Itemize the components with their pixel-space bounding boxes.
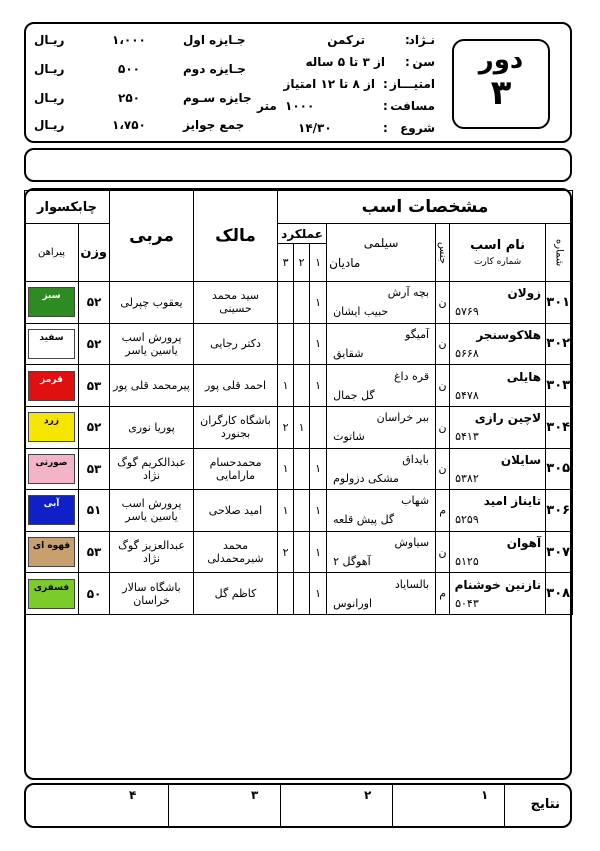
perf1-header: ۱ (310, 244, 327, 282)
dam-name: آهوگل ۲ (333, 555, 371, 569)
trainer-name: پیرمحمد قلی پور (110, 365, 194, 407)
silk-color: سبز (28, 287, 75, 317)
perf2-header: ۲ (294, 244, 310, 282)
owner-name: امید صلاحی (194, 490, 278, 532)
perf-3: ۱ (278, 448, 294, 490)
sire-name: سیاوش (394, 536, 430, 550)
silk-color: زرد (28, 412, 75, 442)
jockey-header: چابکسوار (25, 191, 110, 224)
perf-1: ۱ (310, 531, 327, 573)
prize-amount: ۱،۷۵۰ (112, 118, 146, 132)
sex-header: جنس (436, 224, 450, 282)
table-row (25, 406, 573, 448)
dam-name: گل پیش قلعه (333, 513, 395, 527)
dam-name: حبیب ایشان (333, 305, 389, 319)
horse-sex: ن (436, 365, 450, 407)
sire-name: بایداق (402, 452, 430, 466)
prize-unit: ریـال (34, 91, 65, 105)
horse-sex: ن (436, 406, 450, 448)
perf-3 (278, 323, 294, 365)
silk-color: قرمز (28, 371, 75, 401)
perf-2: ۱ (294, 406, 310, 448)
silk-color: صورتی (28, 454, 75, 484)
round-label: دور (478, 45, 524, 75)
horse-sex: ن (436, 323, 450, 365)
perf-2 (294, 282, 310, 324)
horse-sex: م (436, 490, 450, 532)
perf3-header: ۳ (278, 244, 294, 282)
age-value: از ۳ تا ۵ ساله (305, 55, 385, 69)
table-row (25, 282, 573, 324)
lineage-header (327, 224, 436, 282)
card-number: ۵۴۷۸ (455, 388, 479, 402)
perf-1: ۱ (310, 365, 327, 407)
perf-3: ۱ (278, 365, 294, 407)
owner-name: دکتر رجایی (194, 323, 278, 365)
silk-color: سفید (28, 329, 75, 359)
horse-sex: ن (436, 448, 450, 490)
card-number: ۵۱۲۵ (455, 555, 479, 569)
prize-label: جـایزه دوم (183, 62, 246, 76)
table-row (25, 448, 573, 490)
horse-name: هایلی (506, 369, 542, 384)
card-number: ۵۰۴۳ (455, 596, 479, 610)
distance-label: مسافت (390, 99, 435, 113)
dam-name: شاتوت (333, 430, 365, 444)
sire-name: شهاب (401, 494, 430, 508)
dam-name: گل جمال (333, 388, 375, 402)
prize-label: جـایزه اول (183, 33, 246, 47)
breed-label: نـژاد (408, 33, 435, 47)
dam-name: شقایق (333, 346, 364, 360)
card-number: ۵۳۸۲ (455, 471, 479, 485)
card-number: ۵۴۱۳ (455, 430, 479, 444)
horse-name: لاچین رازی (474, 411, 542, 426)
horse-name: زولان (507, 286, 542, 301)
prize-amount: ۱،۰۰۰ (112, 33, 146, 47)
banner-box (24, 148, 572, 182)
performance-header: عملکرد (278, 224, 327, 244)
horse-number: ۳۰۳ (546, 365, 573, 407)
horse-number: ۳۰۷ (546, 531, 573, 573)
results-box (24, 783, 572, 828)
jockey-weight: ۵۲ (79, 406, 110, 448)
owner-name: کاظم گل (194, 573, 278, 615)
dam-name: اورانوس (333, 596, 373, 610)
prize-unit: ریـال (34, 62, 65, 76)
jockey-weight: ۵۳ (79, 365, 110, 407)
prize-unit: ریـال (34, 118, 65, 132)
horse-sex: م (436, 573, 450, 615)
trainer-name: عبدالعزیز گوگ نژاد (110, 531, 194, 573)
perf-3 (278, 282, 294, 324)
horse-sex: ن (436, 531, 450, 573)
silks-header: پیراهن (25, 224, 79, 282)
silk-color: فسفری (28, 579, 75, 609)
table-row (25, 573, 573, 615)
prize-label: جایزه سـوم (183, 91, 252, 105)
horse-name: هلاکوسنجر (476, 327, 542, 342)
card-number: ۵۲۵۹ (455, 513, 479, 527)
card-number: ۵۶۶۸ (455, 346, 479, 360)
trainer-name: عبدالکریم گوگ نژاد (110, 448, 194, 490)
rating-value: از ۸ تا ۱۲ امتیاز (283, 77, 375, 91)
jockey-weight: ۵۰ (79, 573, 110, 615)
result-place-3: ۳ (251, 788, 259, 802)
start-value: ۱۴/۳۰ (298, 121, 332, 135)
perf-3 (278, 573, 294, 615)
trainer-name: پرورش اسب یاسین یاسر (110, 490, 194, 532)
jockey-weight: ۵۲ (79, 282, 110, 324)
prize-amount: ۲۵۰ (118, 91, 140, 105)
horse-specs-header: مشخصات اسب (278, 191, 573, 224)
perf-3: ۲ (278, 531, 294, 573)
owner-name: محمد شیرمحمدلی (194, 531, 278, 573)
horse-number: ۳۰۱ (546, 282, 573, 324)
table-row (25, 323, 573, 365)
start-label: شروع (400, 121, 435, 135)
horse-number: ۳۰۶ (546, 490, 573, 532)
horse-name: سایلان (500, 452, 542, 467)
jockey-weight: ۵۱ (79, 490, 110, 532)
perf-2 (294, 573, 310, 615)
perf-3: ۱ (278, 490, 294, 532)
trainer-header: مربی (110, 191, 194, 282)
silk-color: آبی (28, 495, 75, 525)
horse-name-label: نام اسب (470, 238, 525, 253)
perf-3: ۲ (278, 406, 294, 448)
sire-name: بالسایاد (394, 577, 430, 591)
horse-number: ۳۰۵ (546, 448, 573, 490)
weight-header: وزن (79, 224, 110, 282)
sire-name: آمیگو (405, 327, 430, 341)
round-number: ۳ (490, 73, 512, 113)
result-place-1: ۱ (481, 788, 489, 802)
results-label: نتایج (530, 797, 560, 812)
owner-name: احمد قلی پور (194, 365, 278, 407)
round-box (452, 39, 550, 129)
perf-2 (294, 490, 310, 532)
horse-name: نازنین خوشنام (454, 577, 542, 592)
horse-sex: ن (436, 282, 450, 324)
jockey-weight: ۵۳ (79, 531, 110, 573)
breed-value: ترکمن (327, 33, 365, 47)
prize-amount: ۵۰۰ (118, 62, 140, 76)
sire-name: ببر خراسان (376, 411, 430, 425)
result-place-4: ۴ (129, 788, 137, 802)
trainer-name: باشگاه سالار خراسان (110, 573, 194, 615)
owner-name: سید محمد حسینی (194, 282, 278, 324)
dam-label: مادیان (329, 255, 361, 270)
rating-label: امتیـــاز (389, 77, 435, 91)
owner-name: باشگاه کارگران بجنورد (194, 406, 278, 448)
sire-name: قره داغ (393, 369, 430, 383)
perf-1: ۱ (310, 490, 327, 532)
horse-name: تایناز امید (483, 494, 542, 509)
sire-label: سیلمی (363, 235, 399, 250)
silk-color: قهوه ای (28, 537, 75, 567)
table-row (25, 531, 573, 573)
result-place-2: ۲ (364, 788, 372, 802)
horse-number: ۳۰۸ (546, 573, 573, 615)
dam-name: مشکی دزولوم (333, 471, 399, 485)
trainer-name: پوریا نوری (110, 406, 194, 448)
prize-label: جمع جوایز (183, 118, 245, 132)
card-number: ۵۷۶۹ (455, 305, 479, 319)
number-header: شماره (546, 224, 573, 282)
trainer-name: پرورش اسب یاسین یاسر (110, 323, 194, 365)
perf-1: ۱ (310, 323, 327, 365)
table-row (25, 490, 573, 532)
perf-1: ۱ (310, 573, 327, 615)
perf-1: ۱ (310, 282, 327, 324)
sire-name: بچه آرش (387, 286, 430, 300)
owner-header: مالک (194, 191, 278, 282)
horse-number: ۳۰۴ (546, 406, 573, 448)
owner-name: محمدحسام مارامایی (194, 448, 278, 490)
prize-unit: ریـال (34, 33, 65, 47)
horse-name: آهوان (506, 536, 542, 551)
jockey-weight: ۵۲ (79, 323, 110, 365)
entries-table (24, 190, 573, 615)
perf-1: ۱ (310, 448, 327, 490)
horse-name-header (450, 224, 546, 282)
perf-1 (310, 406, 327, 448)
horse-number: ۳۰۲ (546, 323, 573, 365)
distance-value: ۱۰۰۰ (285, 99, 315, 113)
jockey-weight: ۵۳ (79, 448, 110, 490)
card-number-label: شماره کارت (473, 257, 522, 267)
distance-unit: متر (257, 99, 277, 113)
perf-2 (294, 448, 310, 490)
perf-2 (294, 323, 310, 365)
perf-2 (294, 365, 310, 407)
table-row (25, 365, 573, 407)
perf-2 (294, 531, 310, 573)
age-label: سن (412, 55, 435, 69)
trainer-name: یعقوب چپرلی (110, 282, 194, 324)
